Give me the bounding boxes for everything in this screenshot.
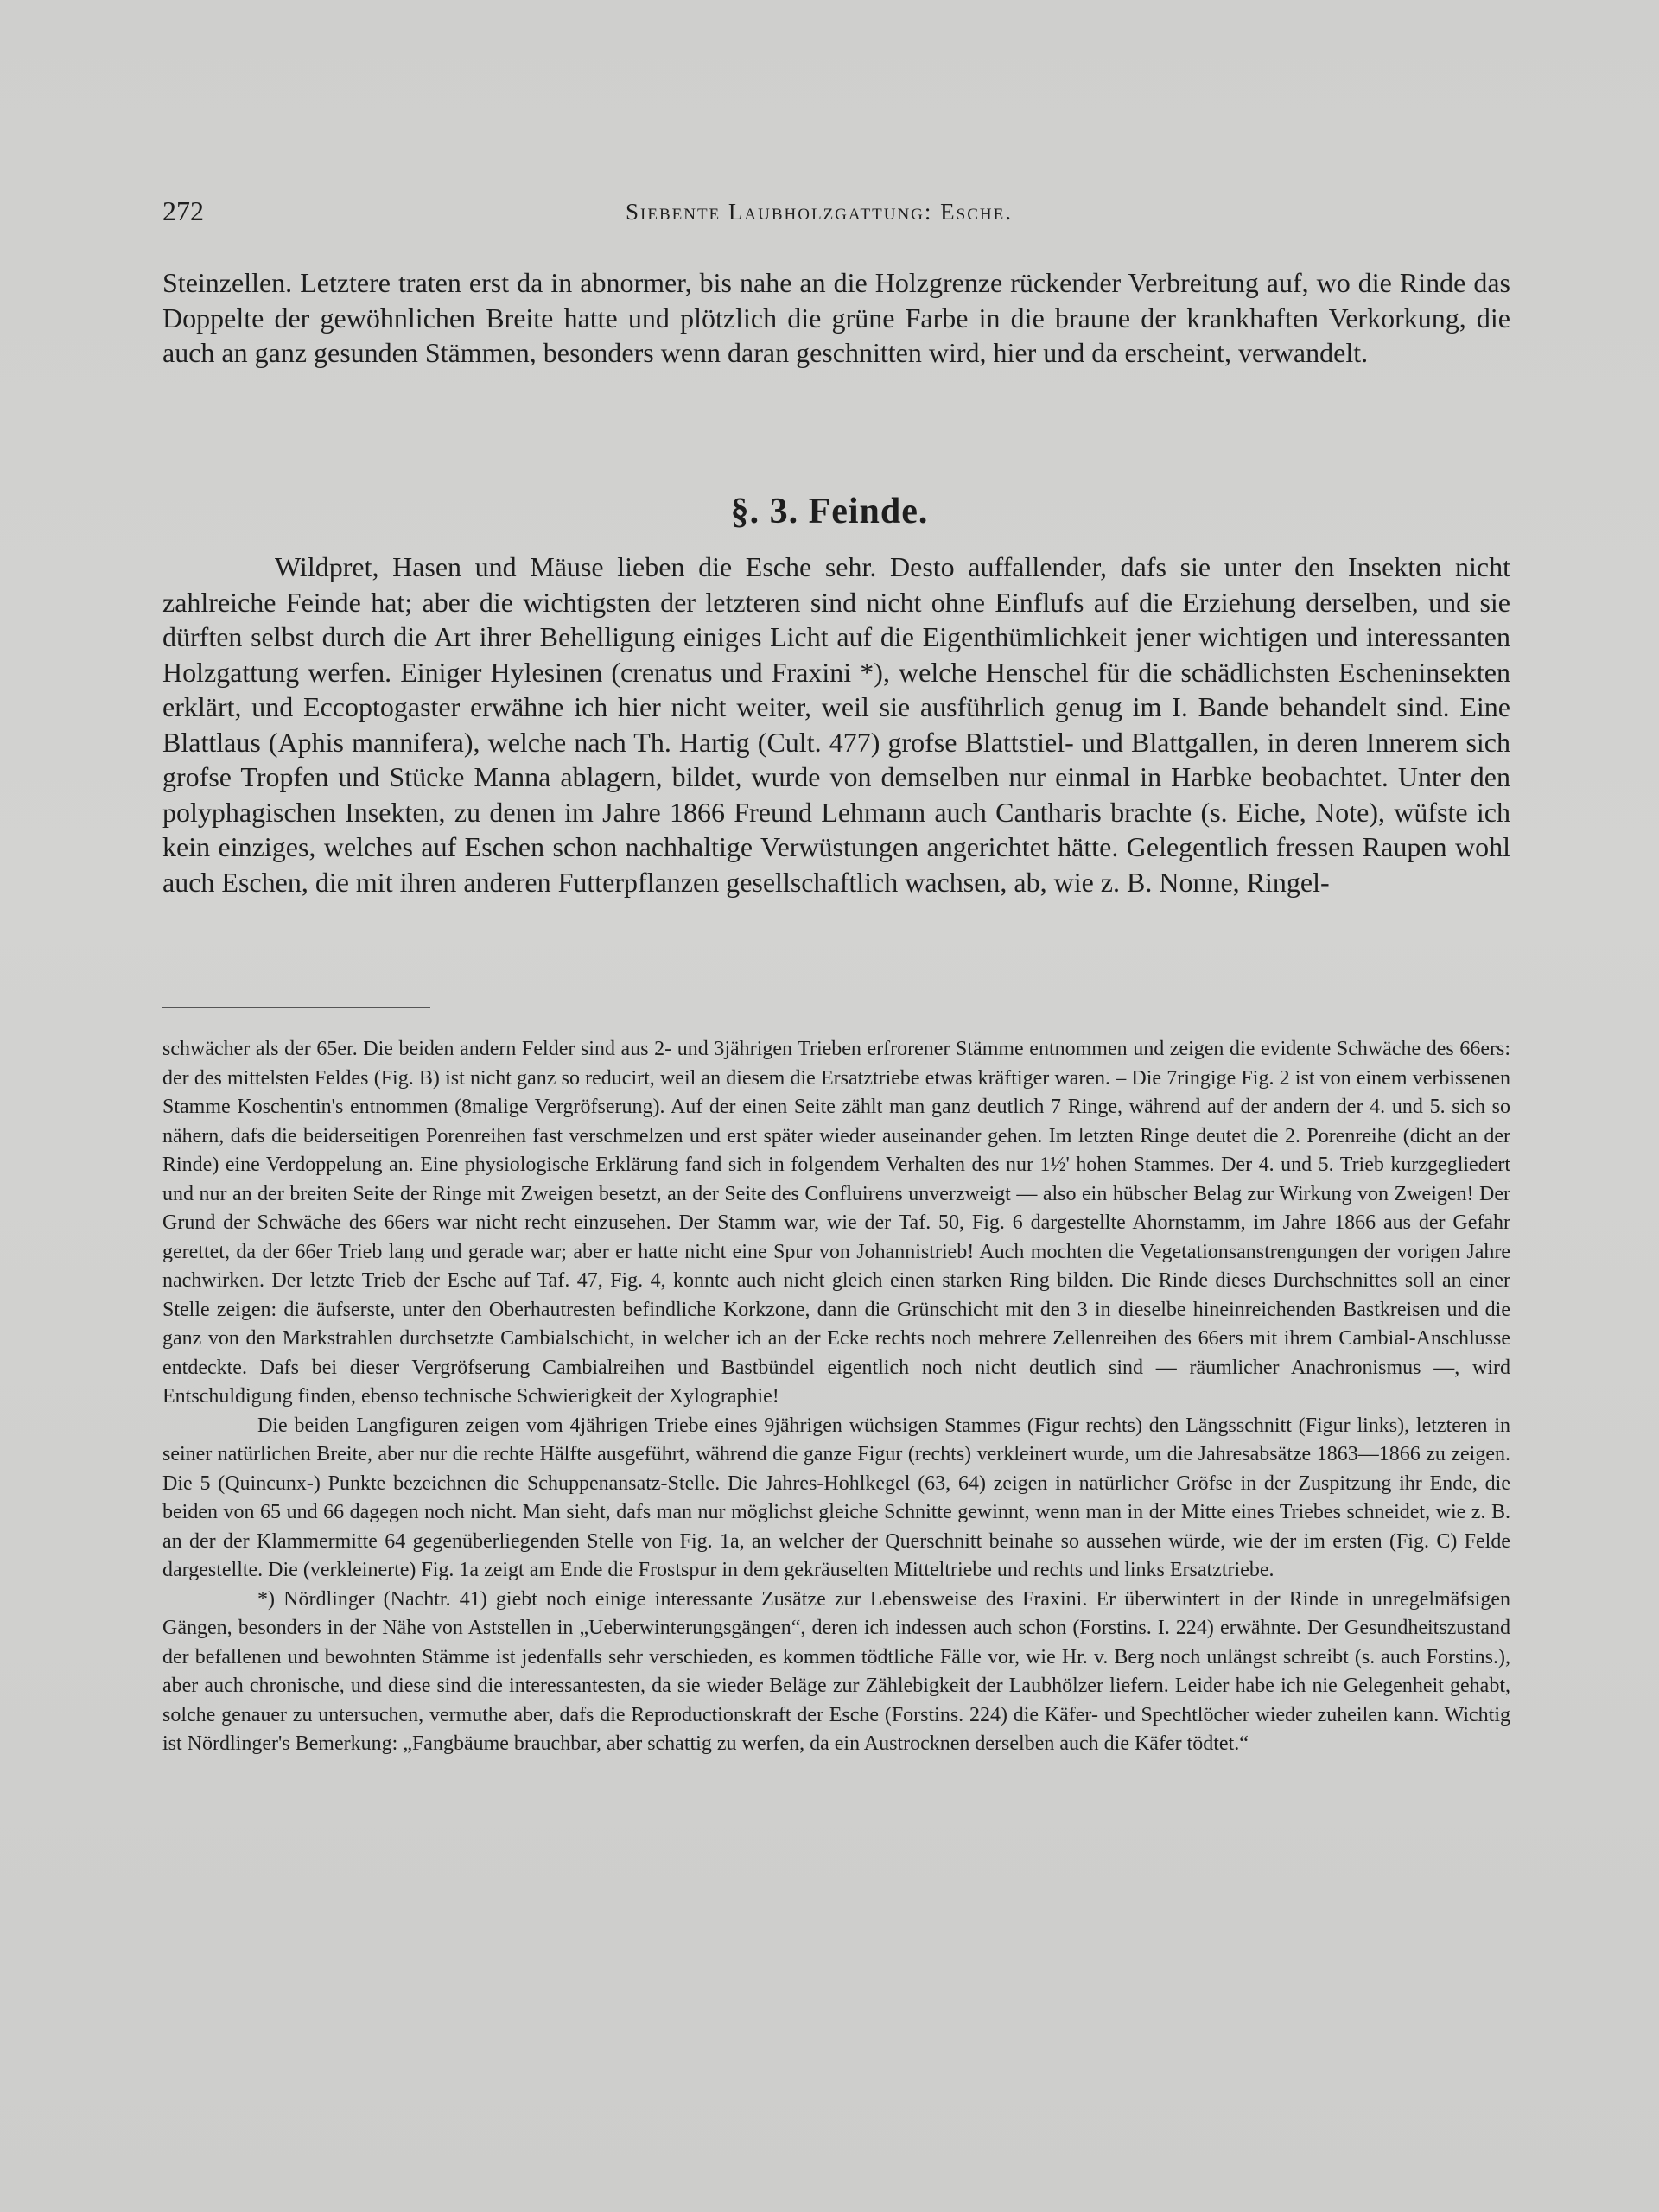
intro-paragraph-block [162, 265, 1510, 371]
page-header [162, 195, 1510, 230]
main-paragraph-block [162, 550, 1510, 899]
footnotes [162, 1035, 1510, 1759]
plate-note-figures: Die beiden Langfiguren zeigen vom 4jährigen Triebe eines 9jährigen wüchsigen Stammes (Figur rechts) den Längsschnitt (Figur links), letzteren in seiner natürlichen Breite, aber nur die rechte Hälfte ausgeführt, während die ganze Figur (rechts) verkleinert wurde, um die Jahresabsätze 1863—1866 zu zeigen. Die 5 (Quincunx-) Punkte bezeichnen die Schuppenansatz-Stelle. Die Jahres-Hohlkegel (63, 64) zeigen in natürlicher Gröfse in der Zuspitzung ihr Ende, die beiden von 65 und 66 dagegen noch nicht. Man sieht, dafs man nur möglichst gleiche Schnitte gewinnt, wenn man in der Mitte eines Triebes schneidet, wie z. B. an der der Klammermitte 64 gegenüberliegenden Stelle von Fig. 1a, an welcher der Querschnitt beinahe so aussehen würde, wie der im ersten (Fig. C) Felde dargestellte. Die (verkleinerte) Fig. 1a zeigt am Ende die Frostspur in dem gekräuselten Mitteltriebe und rechts und links Ersatztriebe. [162, 1414, 1510, 1581]
footnote-divider [162, 1007, 430, 1008]
page-number: 272 [162, 195, 204, 226]
plate-note-continuation: schwächer als der 65er. Die beiden andern Felder sind aus 2- und 3jährigen Trieben erfrorener Stämme entnommen und zeigen die evidente Schwäche des 66ers: der des mittelsten Feldes (Fig. B) ist nicht ganz so reducirt, weil an diesem die Ersatztriebe etwas kräftiger waren. – Die 7ringige Fig. 2 ist von einem verbissenen Stamme Koschentin's entnommen (8malige Vergröfserung). Auf der einen Seite zählt man ganz deutlich 7 Ringe, während auf der andern der 4. und 5. sich so nähern, dafs die beiderseitigen Porenreihen fast verschmelzen und erst später wieder auseinander gehen. Im letzten Ringe deutet die 2. Porenreihe (dicht an der Rinde) eine Verdoppelung an. Eine physiologische Erklärung fand sich in folgendem Verhalten des nur 1½' hohen Stammes. Der 4. und 5. Trieb kurzgegliedert und nur an der breiten Seite der Ringe mit Zweigen besetzt, an der Seite des Confluirens unverzweigt — also ein hübscher Belag zur Wirkung von Zweigen! Der Grund der Schwäche des 66ers war nicht recht einzusehen. Der Stamm war, wie der Taf. 50, Fig. 6 dargestellte Ahornstamm, im Jahre 1866 aus der Gefahr gerettet, da der 66er Trieb lang und gerade war; aber er hatte nicht eine Spur von Johannistrieb! Auch mochten die Vegetationsanstrengungen der vorigen Jahre nachwirken. Der letzte Trieb der Esche auf Taf. 47, Fig. 4, konnte auch nicht gleich einen starken Ring bilden. Die Rinde dieses Durchschnittes soll an einer Stelle zeigen: die äufserste, unter den Oberhautresten befindliche Korkzone, dann die Grünschicht mit den 3 in dieselbe hineinreichenden Bastkreisen und die ganz von den Markstrahlen durchsetzte Cambialschicht, in welcher ich an der Ecke rechts noch mehrere Zellenreihen des 66ers mit ihrem Cambial-Anschlusse entdeckte. Dafs bei dieser Vergröfserung Cambialreihen und Bastbündel eigentlich noch nicht deutlich sind — räumlicher Anachronismus —, wird Entschuldigung finden, ebenso technische Schwierigkeit der Xylographie! [162, 1038, 1510, 1408]
intro-paragraph: Steinzellen. Letztere traten erst da in abnormer, bis nahe an die Holzgrenze rückender Verbreitung auf, wo die Rinde das Doppelte der gewöhnlichen Breite hatte und plötzlich die grüne Farbe in die braune der krankhaften Verkorkung, die auch an ganz gesunden Stämmen, besonders wenn daran geschnitten wird, hier und da erscheint, verwandelt. [162, 267, 1510, 368]
section-heading: §. 3. Feinde. [730, 492, 929, 531]
running-title: Siebente Laubholzgattung: Esche. [626, 199, 1013, 225]
asterisk-footnote: *) Nördlinger (Nachtr. 41) giebt noch einige interessante Zusätze zur Lebensweise des Fraxini. Er überwintert in der Rinde in unregelmäfsigen Gängen, besonders in der Nähe von Aststellen in „Ueberwinterungsgängen“, deren ich indessen auch schon (Forstins. I. 224) erwähnte. Der Gesundheitszustand der befallenen und bewohnten Stämme ist jedenfalls sehr verschieden, es kommen tödtliche Fälle vor, wie Hr. v. Berg noch unlängst schreibt (s. auch Forstins.), aber auch chronische, und diese sind die interessantesten, da sie wieder Beläge zur Zählebigkeit der Laubhölzer liefern. Leider habe ich nie Gelegenheit gehabt, solche genauer zu untersuchen, vermuthe aber, dafs die Reproductionskraft der Esche (Forstins. 224) die Käfer- und Spechtlöcher wieder zuheilen kann. Wichtig ist Nördlinger's Bemerkung: „Fangbäume brauchbar, aber schattig zu werfen, da ein Austrocknen derselben auch die Käfer tödtet.“ [162, 1587, 1510, 1755]
main-paragraph: Wildpret, Hasen und Mäuse lieben die Esche sehr. Desto auffallender, dafs sie unter den Insekten nicht zahlreiche Feinde hat; aber die wichtigsten der letzteren sind nicht ohne Einflufs auf die Erziehung derselben, und sie dürften selbst durch die Art ihrer Behelligung einiges Licht auf die Eigenthümlichkeit jener wichtigen und interessanten Holzgattung werfen. Einiger Hylesinen (crenatus und Fraxini *), welche Henschel für die schädlichsten Escheninsekten erklärt, und Eccoptogaster erwähne ich hier nicht weiter, weil sie ausführlich genug im I. Bande behandelt sind. Eine Blattlaus (Aphis mannifera), welche nach Th. Hartig (Cult. 477) grofse Blattstiel- und Blattgallen, in deren Innerem sich grofse Tropfen und Stücke Manna ablagern, bildet, wurde von demselben nur einmal in Harbke beobachtet. Unter den polyphagischen Insekten, zu denen im Jahre 1866 Freund Lehmann auch Cantharis brachte (s. Eiche, Note), wüfste ich kein einziges, welches auf Eschen schon nachhaltige Verwüstungen angerichtet hätte. Gelegentlich fressen Raupen wohl auch Eschen, die mit ihren anderen Futterpflanzen gesellschaftlich wachsen, ab, wie z. B. Nonne, Ringel- [162, 551, 1510, 898]
